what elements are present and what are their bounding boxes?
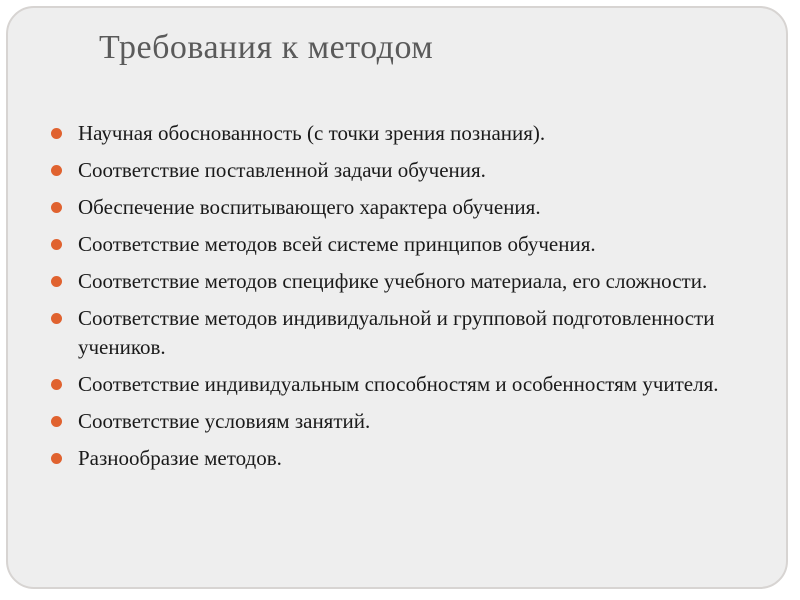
bullet-dot-icon	[51, 453, 62, 464]
bullet-item	[48, 193, 748, 222]
bullet-dot-icon	[51, 416, 62, 427]
bullet-dot-icon	[51, 276, 62, 287]
bullet-item	[48, 370, 748, 399]
content-panel	[6, 6, 788, 589]
bullet-dot-icon	[51, 313, 62, 324]
bullet-text: Разнообразие методов.	[78, 446, 282, 470]
bullet-text: Соответствие методов специфике учебного материала, его сложности.	[78, 269, 708, 293]
bullet-text: Соответствие методов всей системе принципов обучения.	[78, 232, 596, 256]
bullet-text: Обеспечение воспитывающего характера обучения.	[78, 195, 541, 219]
bullet-dot-icon	[51, 379, 62, 390]
bullet-dot-icon	[51, 202, 62, 213]
bullet-item	[48, 304, 748, 362]
bullet-dot-icon	[51, 165, 62, 176]
bullet-item	[48, 407, 748, 436]
bullet-item	[48, 230, 748, 259]
bullet-dot-icon	[51, 128, 62, 139]
bullet-text: Научная обоснованность (с точки зрения познания).	[78, 121, 546, 145]
bullet-text: Соответствие условиям занятий.	[78, 409, 371, 433]
bullet-item	[48, 444, 748, 473]
bullet-text: Соответствие поставленной задачи обучения.	[78, 158, 486, 182]
bullet-dot-icon	[51, 239, 62, 250]
slide-title: Требования к методом	[99, 29, 434, 66]
bullet-item	[48, 156, 748, 185]
bullet-item	[48, 267, 748, 296]
bullet-item	[48, 119, 748, 148]
bullet-list	[48, 119, 748, 481]
bullet-text: Соответствие методов индивидуальной и групповой подготовленности учеников.	[78, 306, 715, 359]
bullet-text: Соответствие индивидуальным способностям и особенностям учителя.	[78, 372, 719, 396]
